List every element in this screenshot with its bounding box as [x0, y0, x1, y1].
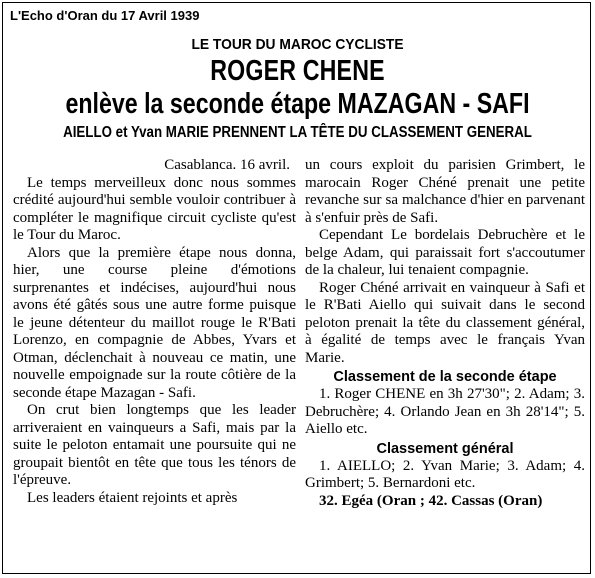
stage-results-heading: Classement de la seconde étape [333, 369, 557, 385]
general-ranking-heading: Classement général [376, 440, 514, 457]
article-paragraph: Les leaders étaient rejoints et après [27, 489, 238, 506]
article-dateline: Casablanca. 16 avril. [164, 157, 290, 173]
local-riders-line: 32. Egéa (Oran ; 42. Cassas (Oran) [319, 492, 543, 509]
general-ranking-results: 1. AIELLO; 2. Yvan Marie; 3. Adam; 4. Grimbert; 5. Bernardoni etc. [305, 457, 585, 491]
headline-title: ROGER CHENE [210, 55, 385, 87]
article-paragraph: Le temps merveilleux donc nous sommes crédité aujourd'hui semble vouloir contribuer à compléter le magnifique circuit cycliste qu'est le Tour du Maroc. [13, 174, 296, 243]
article-paragraph: Roger Chéné arrivait en vainqueur à Safi et le R'Bati Aiello qui suivait dans le second peloton prenait la tête du classement général, à égalité de temps avec le français Yvan Marie. [305, 279, 585, 366]
source-line: L'Echo d'Oran du 17 Avril 1939 [10, 8, 200, 23]
article-right-column [305, 157, 585, 510]
article-paragraph: Alors que la première étape nous donna, hier, une course pleine d'émotions surprenantes et indécises, aujourd'hui nous avons été gâtés sous une autre forme puisque le jeune détenteur du maillot rouge le R'Bati Lorenzo, en compagnie de Abbes, Yvars et Otman, déclenchait à nouveau ce matin, une nouvelle empoignade sur la route côtière de la seconde étape Mazagan - Safi. [13, 244, 296, 401]
article-continuation: un cours exploit du parisien Grimbert, le marocain Roger Chéné prenait une petite revanche sur sa malchance d'hier en parvenant à s'enfuir près de Safi. [305, 157, 585, 226]
headline-subtitle: enlève la seconde étape MAZAGAN - SAFI [65, 88, 530, 120]
article-left-column [13, 157, 296, 507]
article-paragraph: On crut bien longtemps que les leader arriveraient en vainqueurs a Safi, mais par la suite le peloton entamait une poursuite qui ne groupait bientôt en tête que tous les ténors de l'épreuve. [13, 402, 296, 488]
headline-kicker: LE TOUR DU MAROC CYCLISTE [191, 36, 404, 53]
article-paragraph: Cependant Le bordelais Debruchère et le belge Adam, qui paraissait fort s'accoutumer de la chaleur, lui tenaient compagnie. [305, 227, 585, 278]
stage-results: 1. Roger CHENE en 3h 27'30"; 2. Adam; 3. Debruchère; 4. Orlando Jean en 3h 28'14"; 5. Aiello etc. [305, 386, 585, 437]
headline-deck: AIELLO et Yvan MARIE PRENNENT LA TÊTE DU CLASSEMENT GENERAL [63, 124, 532, 141]
